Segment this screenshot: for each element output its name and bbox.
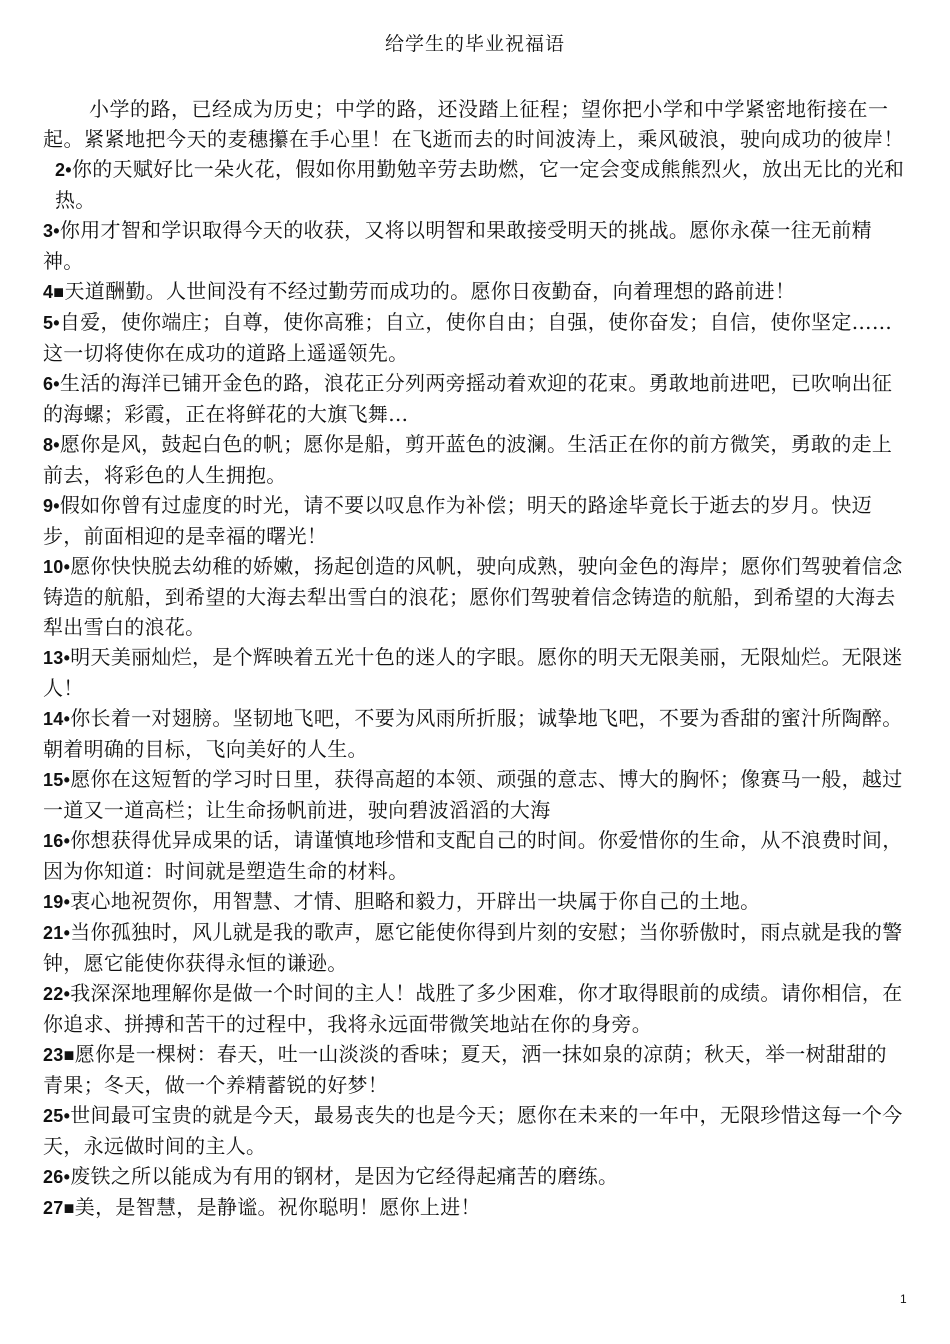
item-number: 16• xyxy=(43,831,71,851)
intro-paragraph: 小学的路，已经成为历史；中学的路，还没踏上征程；望你把小学和中学紧密地衔接在一起。紧紧地把今天的麦穗攥在手心里！在飞逝而去的时间波涛上，乘风破浪，驶向成功的彼岸！ xyxy=(43,97,904,151)
item-number: 8• xyxy=(43,435,60,455)
item-text: 明天美丽灿烂，是个辉映着五光十色的迷人的字眼。愿你的明天无限美丽，无限灿烂。无限迷人！ xyxy=(43,645,903,700)
list-item xyxy=(43,215,905,276)
item-number: 6• xyxy=(43,374,60,394)
list-item xyxy=(43,703,905,764)
list-item xyxy=(43,276,905,307)
item-text: 生活的海洋已铺开金色的路，浪花正分列两旁摇动着欢迎的花束。勇敢地前进吧，已吹响出征的海螺；彩霞，正在将鲜花的大旗飞舞… xyxy=(43,371,893,426)
item-text: 你的天赋好比一朵火花，假如你用勤勉辛劳去助燃，它一定会变成熊熊烈火，放出无比的光和热。 xyxy=(55,157,905,212)
list-item xyxy=(43,551,905,642)
item-text: 愿你在这短暂的学习时日里，获得高超的本领、顽强的意志、博大的胸怀；像赛马一般，越过一道又一道高栏；让生命扬帆前进，驶向碧波滔滔的大海 xyxy=(43,767,903,822)
item-number: 4■ xyxy=(43,282,65,302)
document-body xyxy=(43,94,905,1223)
item-text: 美，是智慧，是静谧。祝你聪明！愿你上进！ xyxy=(74,1195,481,1219)
item-number: 9• xyxy=(43,496,60,516)
list-item xyxy=(43,1039,905,1100)
item-text: 愿你是风，鼓起白色的帆；愿你是船，剪开蓝色的波澜。生活正在你的前方微笑，勇敢的走上前去，将彩色的人生拥抱。 xyxy=(43,432,893,487)
list-item xyxy=(43,886,905,917)
list-item xyxy=(43,917,905,978)
list-item xyxy=(43,368,905,429)
item-number: 26• xyxy=(43,1167,71,1187)
item-text: 愿你是一棵树：春天，吐一山淡淡的香味；夏天，洒一抹如泉的凉荫；秋天，举一树甜甜的青果；冬天，做一个养精蓄锐的好梦！ xyxy=(43,1042,887,1097)
item-text: 你想获得优异成果的话，请谨慎地珍惜和支配自己的时间。你爱惜你的生命，从不浪费时间，因为你知道：时间就是塑造生命的材料。 xyxy=(43,828,903,883)
item-number: 19• xyxy=(43,892,71,912)
list-item xyxy=(43,1192,905,1223)
list-item xyxy=(43,154,905,215)
item-text: 你用才智和学识取得今天的收获，又将以明智和果敢接受明天的挑战。愿你永葆一往无前精神。 xyxy=(43,218,872,273)
item-text: 废铁之所以能成为有用的钢材，是因为它经得起痛苦的磨练。 xyxy=(70,1164,619,1188)
list-item xyxy=(43,642,905,703)
item-number: 14• xyxy=(43,709,71,729)
item-number: 3• xyxy=(43,221,60,241)
item-text: 自爱，使你端庄；自尊，使你高雅；自立，使你自由；自强，使你奋发；自信，使你坚定……这一切将使你在成功的道路上遥遥领先。 xyxy=(43,310,893,365)
page-number: 1 xyxy=(900,1292,907,1306)
item-number: 13• xyxy=(43,648,71,668)
list-item xyxy=(43,307,905,368)
item-text: 衷心地祝贺你，用智慧、才情、胆略和毅力，开辟出一块属于你自己的土地。 xyxy=(70,889,761,913)
list-item xyxy=(43,429,905,490)
item-number: 27■ xyxy=(43,1198,75,1218)
list-item xyxy=(43,490,905,551)
item-text: 我深深地理解你是做一个时间的主人！战胜了多少困难，你才取得眼前的成绩。请你相信，在你追求、拼搏和苦干的过程中，我将永远面带微笑地站在你的身旁。 xyxy=(43,981,903,1036)
item-text: 世间最可宝贵的就是今天，最易丧失的也是今天；愿你在未来的一年中，无限珍惜这每一个今天，永远做时间的主人。 xyxy=(43,1103,903,1158)
item-number: 10• xyxy=(43,557,71,577)
item-number: 2• xyxy=(55,160,72,180)
item-text: 天道酬勤。人世间没有不经过勤劳而成功的。愿你日夜勤奋，向着理想的路前进！ xyxy=(64,279,796,303)
item-text: 假如你曾有过虚度的时光，请不要以叹息作为补偿；明天的路途毕竟长于逝去的岁月。快迈步，前面相迎的是幸福的曙光！ xyxy=(43,493,872,548)
item-number: 21• xyxy=(43,923,71,943)
list-item xyxy=(43,1161,905,1192)
list-item xyxy=(43,764,905,825)
list-item xyxy=(43,1100,905,1161)
list-item xyxy=(43,978,905,1039)
item-text: 你长着一对翅膀。坚韧地飞吧，不要为风雨所折服；诚挚地飞吧，不要为香甜的蜜汁所陶醉。朝着明确的目标，飞向美好的人生。 xyxy=(43,706,903,761)
item-number: 25• xyxy=(43,1106,71,1126)
item-number: 22• xyxy=(43,984,71,1004)
document-title: 给学生的毕业祝福语 xyxy=(384,33,565,55)
item-number: 15• xyxy=(43,770,71,790)
list-item xyxy=(43,825,905,886)
item-number: 5• xyxy=(43,313,60,333)
item-text: 愿你快快脱去幼稚的娇嫩，扬起创造的风帆，驶向成熟，驶向金色的海岸；愿你们驾驶着信念铸造的航船，到希望的大海去犁出雪白的浪花；愿你们驾驶着信念铸造的航船，到希望的大海去犁出雪白的浪花。 xyxy=(43,554,903,639)
item-number: 23■ xyxy=(43,1045,75,1065)
item-text: 当你孤独时，风儿就是我的歌声，愿它能使你得到片刻的安慰；当你骄傲时，雨点就是我的警钟，愿它能使你获得永恒的谦逊。 xyxy=(43,920,903,975)
